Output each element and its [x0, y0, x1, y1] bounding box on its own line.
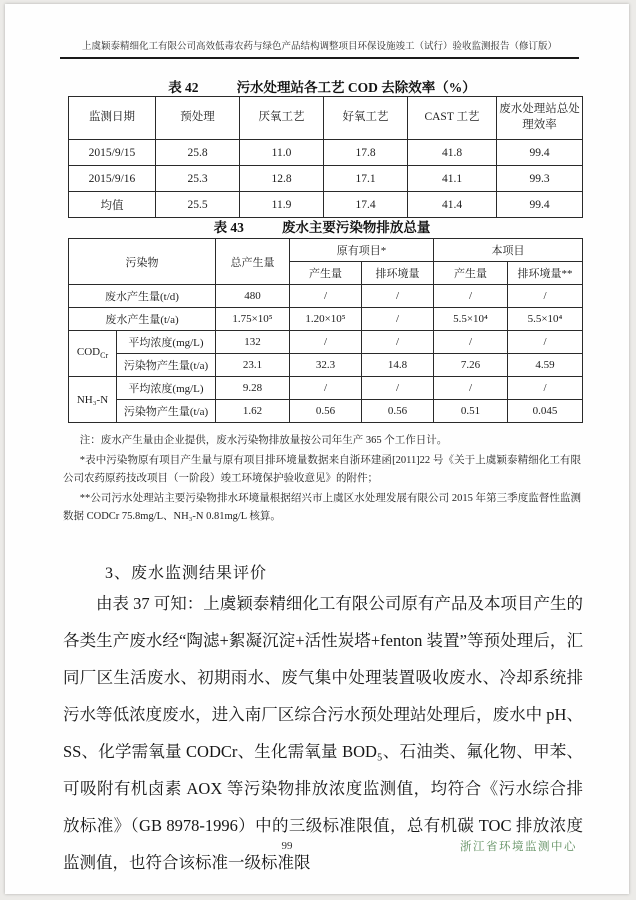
row-group-cod — [69, 331, 117, 377]
col-group-original-project: 原有项目* — [290, 239, 434, 262]
table-cell: 5.5×10⁴ — [434, 308, 508, 331]
col-header-total-efficiency: 废水处理站总处理效率 — [497, 97, 583, 140]
table-cell: / — [290, 377, 362, 400]
table-cell: / — [290, 285, 362, 308]
table-cell: 132 — [216, 331, 290, 354]
note-discharge-calculation: **公司污水处理站主要污染物排水环境量根据绍兴市上虞区水处理发展有限公司 2015 年第三季度监督性监测数据 CODCr 75.8mg/L、NH₃-N 0.81mg/L 核算。 — [63, 493, 581, 523]
table-row — [69, 192, 583, 218]
running-head — [60, 38, 579, 59]
col-header-anaerobic: 厌氧工艺 — [240, 97, 324, 140]
table-cell: 25.3 — [156, 166, 240, 192]
table-cell: / — [362, 377, 434, 400]
table-cell: 1.62 — [216, 400, 290, 423]
row-label: 污染物产生量(t/a) — [117, 400, 216, 423]
table-row — [69, 140, 583, 166]
table-cell: / — [508, 285, 583, 308]
table-cell: 14.8 — [362, 354, 434, 377]
table-cell: 11.0 — [240, 140, 324, 166]
table-cell: 0.045 — [508, 400, 583, 423]
page-number: 99 — [281, 840, 293, 852]
row-label: 平均浓度(mg/L) — [117, 377, 216, 400]
table-cell: 均值 — [69, 192, 156, 218]
col-header-pretreatment: 预处理 — [156, 97, 240, 140]
cod-label-subscript: Cr — [100, 351, 109, 361]
table43-caption — [65, 216, 579, 236]
row-group-nh3n: NH₃-N — [69, 377, 117, 423]
col-header-cast: CAST 工艺 — [408, 97, 497, 140]
table-cell: 2015/9/15 — [69, 140, 156, 166]
table43-title: 废水主要污染物排放总量 — [281, 220, 431, 235]
table-cell: 41.8 — [408, 140, 497, 166]
row-label: 废水产生量(t/d) — [69, 285, 216, 308]
document-page — [5, 4, 629, 894]
table-cell: 99.3 — [497, 166, 583, 192]
table-cell: 4.59 — [508, 354, 583, 377]
table-cell: / — [508, 377, 583, 400]
col-header-cur-to-env: 排环境量** — [508, 262, 583, 285]
table-cell: 0.56 — [362, 400, 434, 423]
table-row — [69, 166, 583, 192]
table-cell: 480 — [216, 285, 290, 308]
table-row — [69, 285, 583, 308]
col-header-date: 监测日期 — [69, 97, 156, 140]
table-cell: / — [362, 285, 434, 308]
table-cell: 23.1 — [216, 354, 290, 377]
col-header-cur-generation: 产生量 — [434, 262, 508, 285]
table-cell: 12.8 — [240, 166, 324, 192]
table-row — [69, 331, 583, 354]
table-cell: 17.4 — [324, 192, 408, 218]
cod-label: COD — [76, 346, 101, 359]
table-cod-removal-efficiency — [68, 96, 583, 218]
table-cell: 17.8 — [324, 140, 408, 166]
note-general: 注：废水产生量由企业提供，废水污染物排放量按公司年生产 365 个工作日计。 — [79, 435, 448, 446]
body-paragraph: 由表 37 可知：上虞颖泰精细化工有限公司原有产品及本项目产生的各类生产废水经“陶滤+絮凝沉淀+活性炭塔+fenton 装置”等预处理后，汇同厂区生活废水、初期雨水、废气集中处理装置吸收废水、冷却系统排污水等低浓度废水，进入南厂区综合污水预处理站处理后，废水中 pH、SS、化学需氧量 CODCr、生化需氧量 BOD₅、石油类、氟化物、甲苯、可吸附有机卤素 AOX 等污染物排放浓度监测值，均符合《污水综合排放标准》（GB 8978-1996）中的三级标准限值，总有机碳 TOC 排放浓度监测值，也符合该标准一级标准限 — [63, 594, 583, 872]
table-row — [69, 400, 583, 423]
table-cell: 11.9 — [240, 192, 324, 218]
table-cell: / — [434, 331, 508, 354]
table-cell: 1.75×10⁵ — [216, 308, 290, 331]
table-cell: 1.20×10⁵ — [290, 308, 362, 331]
table-row — [69, 377, 583, 400]
col-group-current-project: 本项目 — [434, 239, 583, 262]
table-cell: / — [362, 331, 434, 354]
table42-title: 污水处理站各工艺 COD 去除效率（%） — [236, 80, 476, 95]
note-original-project-source: *表中污染物原有项目产生量与原有项目排环境量数据来自浙环建函[2011]22 号《关于上虞颖泰精细化工有限公司农药原药技改项目（一阶段）竣工环境保护验收意见》的附件； — [63, 455, 581, 485]
table-cell: / — [362, 308, 434, 331]
col-header-orig-to-env: 排环境量 — [362, 262, 434, 285]
table-row — [69, 308, 583, 331]
table-cell: 2015/9/16 — [69, 166, 156, 192]
table-cell: 5.5×10⁴ — [508, 308, 583, 331]
col-header-orig-generation: 产生量 — [290, 262, 362, 285]
row-label: 污染物产生量(t/a) — [117, 354, 216, 377]
table-cell: / — [290, 331, 362, 354]
table-cell: / — [508, 331, 583, 354]
col-header-total: 总产生量 — [216, 239, 290, 285]
table-cell: 17.1 — [324, 166, 408, 192]
table-notes — [63, 432, 581, 528]
table-cell: 99.4 — [497, 140, 583, 166]
footer-organization-stamp: 浙江省环境监测中心 — [460, 841, 577, 853]
table-row — [69, 354, 583, 377]
table-cell: 25.8 — [156, 140, 240, 166]
table-cell: / — [434, 285, 508, 308]
row-label: 废水产生量(t/a) — [69, 308, 216, 331]
running-head-text: 上虞颖泰精细化工有限公司高效低毒农药与绿色产品结构调整项目环保设施竣工（试行）验收监测报告（修订版） — [81, 42, 557, 52]
table-cell: 7.26 — [434, 354, 508, 377]
table42-label: 表 42 — [168, 80, 199, 95]
table-cell: 25.5 — [156, 192, 240, 218]
table-cell: 41.1 — [408, 166, 497, 192]
table-cell: 99.4 — [497, 192, 583, 218]
col-header-pollutant: 污染物 — [69, 239, 216, 285]
table-header-row — [69, 239, 583, 262]
table42-caption — [65, 76, 579, 96]
table-cell: 32.3 — [290, 354, 362, 377]
table-header-row — [69, 97, 583, 140]
table-cell: 0.56 — [290, 400, 362, 423]
table-cell: 41.4 — [408, 192, 497, 218]
row-label: 平均浓度(mg/L) — [117, 331, 216, 354]
table-cell: 0.51 — [434, 400, 508, 423]
table-cell: 9.28 — [216, 377, 290, 400]
section-heading: 3、废水监测结果评价 — [105, 565, 268, 582]
col-header-aerobic: 好氧工艺 — [324, 97, 408, 140]
table43-label: 表 43 — [213, 220, 244, 235]
table-cell: / — [434, 377, 508, 400]
table-pollutant-discharge-total — [68, 238, 583, 423]
